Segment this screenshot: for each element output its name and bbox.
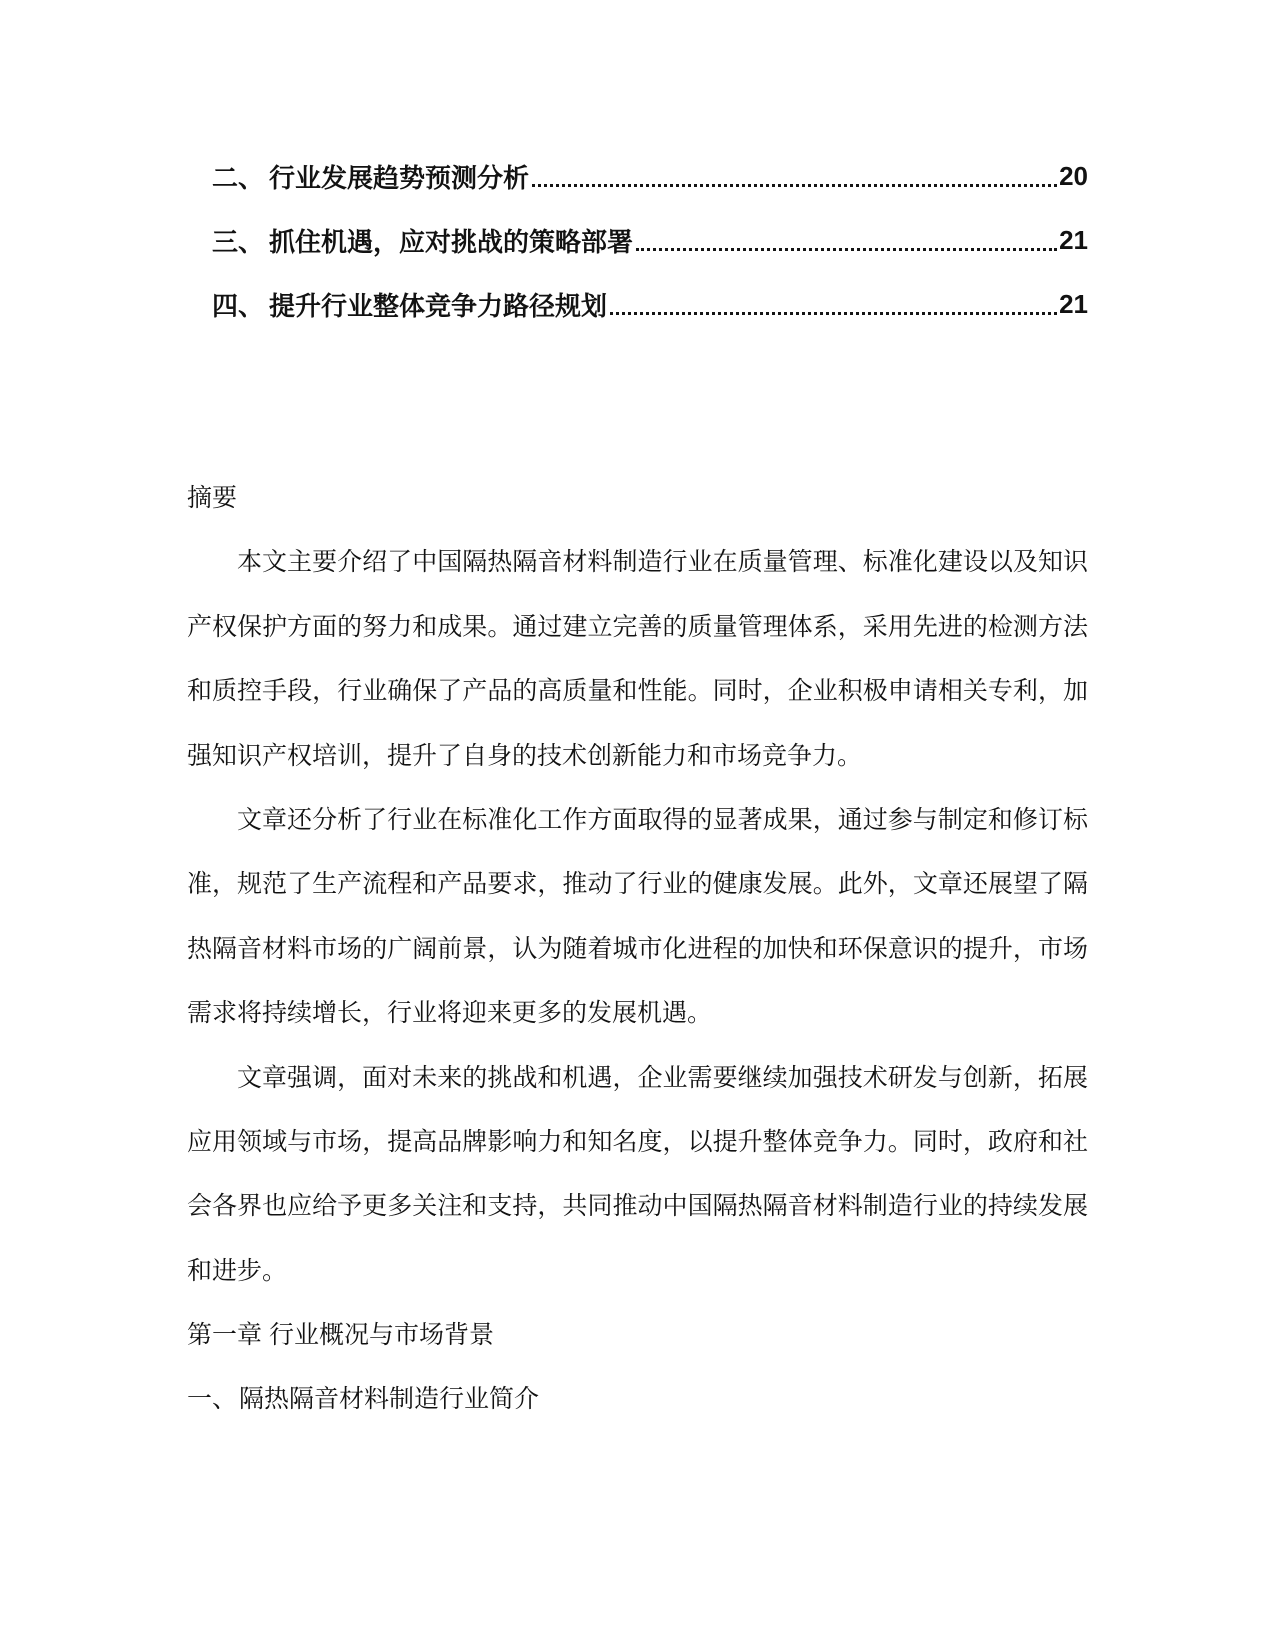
section-item-number: 一、 (187, 1385, 238, 1414)
abstract-line: 需求将持续增长，行业将迎来更多的发展机遇。 (187, 999, 713, 1028)
toc-entry-number: 二、 (212, 162, 265, 193)
chapter-heading: 第一章 行业概况与市场背景 (187, 1321, 494, 1350)
abstract-line: 准，规范了生产流程和产品要求，推动了行业的健康发展。此外，文章还展望了隔 (187, 870, 1088, 899)
toc-leader-dots (610, 312, 1057, 315)
abstract-paragraphs (187, 530, 1088, 1303)
section-item (187, 1367, 1088, 1431)
toc-page-number: 21 (1059, 224, 1088, 255)
abstract-line: 产权保护方面的努力和成果。通过建立完善的质量管理体系，采用先进的检测方法 (187, 612, 1088, 641)
section-item-title: 隔热隔音材料制造行业简介 (239, 1385, 540, 1414)
toc-entry-title: 提升行业整体竞争力路径规划 (269, 290, 608, 321)
abstract-line: 和质控手段，行业确保了产品的高质量和性能。同时，企业积极申请相关专利，加 (187, 677, 1088, 706)
abstract-line: 文章强调，面对未来的挑战和机遇，企业需要继续加强技术研发与创新，拓展 (237, 1063, 1088, 1092)
abstract-line: 热隔音材料市场的广阔前景，认为随着城市化进程的加快和环保意识的提升，市场 (187, 934, 1088, 963)
table-of-contents (187, 144, 1088, 336)
toc-entry-number: 四、 (212, 290, 265, 321)
abstract-heading: 摘要 (187, 484, 238, 512)
abstract-line: 本文主要介绍了中国隔热隔音材料制造行业在质量管理、标准化建设以及知识 (237, 548, 1088, 577)
abstract-line: 强知识产权培训，提升了自身的技术创新能力和市场竞争力。 (187, 741, 863, 770)
abstract-paragraph (187, 1046, 1088, 1304)
toc-entry (187, 144, 1088, 208)
toc-entry-title: 抓住机遇，应对挑战的策略部署 (269, 226, 634, 257)
toc-list (187, 144, 1088, 336)
abstract-line: 文章还分析了行业在标准化工作方面取得的显著成果，通过参与制定和修订标 (237, 805, 1088, 834)
toc-leader-dots (532, 184, 1057, 187)
toc-page-number: 21 (1059, 288, 1088, 319)
toc-entry (187, 208, 1088, 272)
toc-page-number: 20 (1059, 160, 1088, 191)
document-body (187, 466, 1088, 1432)
abstract-line: 会各界也应给予更多关注和支持，共同推动中国隔热隔音材料制造行业的持续发展 (187, 1192, 1088, 1221)
abstract-line: 应用领域与市场，提高品牌影响力和知名度，以提升整体竞争力。同时，政府和社 (187, 1127, 1088, 1156)
toc-entry-title: 行业发展趋势预测分析 (269, 162, 530, 193)
abstract-line: 和进步。 (187, 1256, 288, 1285)
toc-entry (187, 272, 1088, 336)
toc-leader-dots (636, 248, 1057, 251)
abstract-paragraph (187, 530, 1088, 788)
toc-entry-number: 三、 (212, 226, 265, 257)
abstract-paragraph (187, 788, 1088, 1046)
